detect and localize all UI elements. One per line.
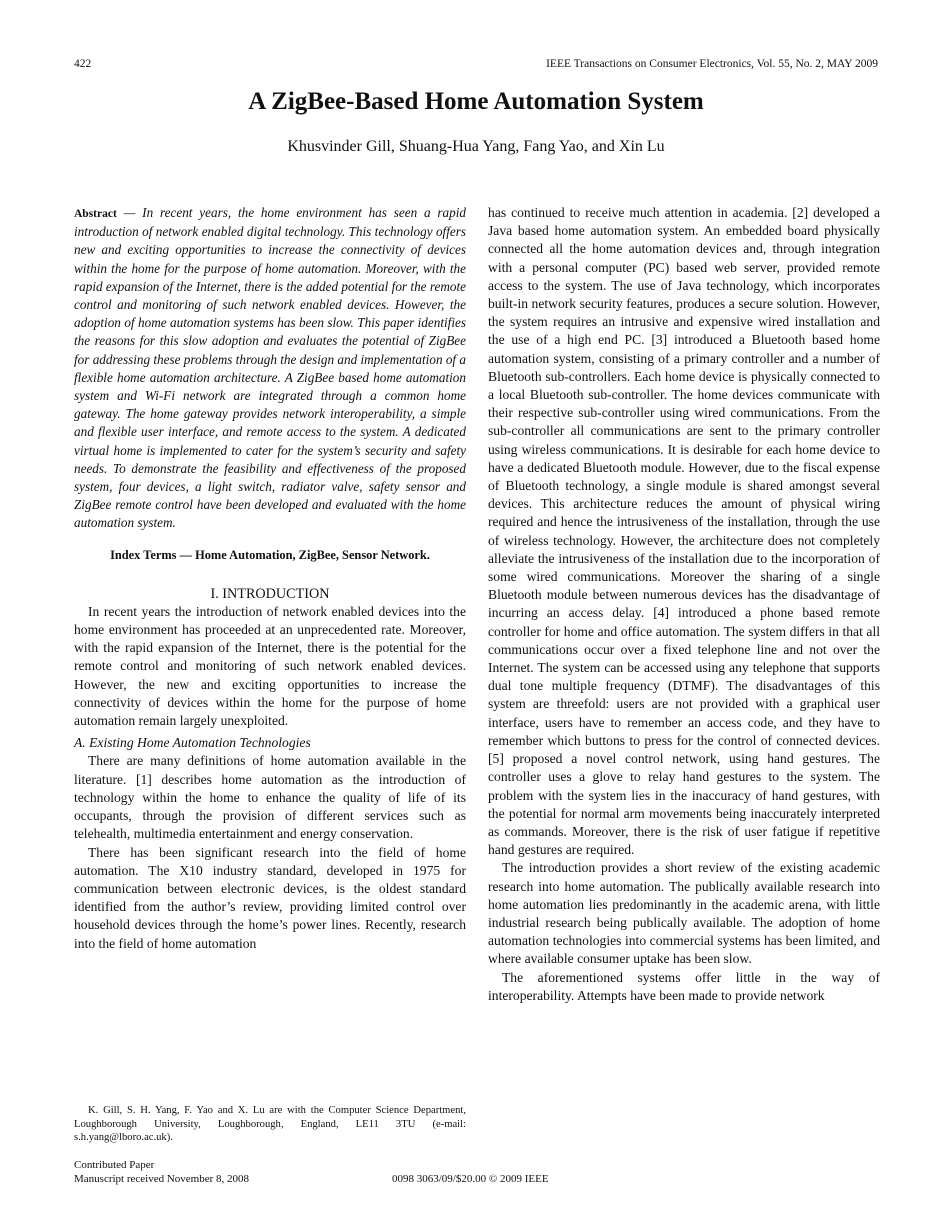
right-column [488, 204, 880, 1005]
body-paragraph: has continued to receive much attention in academia. [2] developed a Java based home automation system. An embedded board physically connected all the home automation devices and, through integration with a personal computer (PC) based web server, provided remote access to the system. The use of Java technology, which incorporates built-in network security features, produces a secure solution. However, the system requires an intrusive and expensive wired installation and the use of a high end PC. [3] introduced a Bluetooth based home automation system, consisting of a primary controller and a number of Bluetooth sub-controllers. Each home device is physically connected to a local Bluetooth sub-controller. The home devices communicate with their respective sub-controller using wired communications. From the sub-controller all communications are sent to the primary controller using wireless communications. It is desirable for each home device to have a dedicated Bluetooth module. However, due to the fiscal expense of Bluetooth technology, a single module is shared amongst several devices. This architecture reduces the amount of physical wiring required and hence the intrusiveness of the installation, through the use of wireless technology. However, the architecture does not completely alleviate the intrusiveness of the installation due to the incorporation of some wired communications. Moreover the sharing of a single Bluetooth module between numerous devices has the disadvantage of incurring an access delay. [4] introduced a phone based remote controller for home and office automation. The system differs in that all communications occur over a fixed telephone line and not over the Internet. The system can be accessed using any telephone that supports dual tone multiple frequency (DTMF). The disadvantages of this system are threefold: users are not provided with a graphical user interface, users have to remember an access code, and they have to remember which buttons to press for the control of connected devices. [5] proposed a novel control network, using hand gestures. The controller uses a glove to relay hand gestures to the system. The problem with the system lies in the inaccuracy of hand gestures, with the potential for normal arm movements being inaccurately interpreted as commands. Moreover, there is the risk of user fatigue if repetitive hand gestures are required. [488, 205, 880, 858]
paper-title: A ZigBee-Based Home Automation System [248, 88, 704, 115]
intro-paragraph: There has been significant research into the field of home automation. The X10 industry standard, developed in 1975 for communication between electronic devices, is the oldest standard identified from the author’s review, providing limited control over household devices through the home’s power lines. Recently, research into the field of home automation [74, 844, 466, 951]
subsection-heading: A. Existing Home Automation Technologies [74, 735, 311, 751]
contributed-paper-label: Contributed Paper [74, 1159, 155, 1171]
intro-paragraph: There are many definitions of home automation available in the literature. [1] describes home automation as the introduction of technology within the home to enhance the quality of life of its occupants, through the provision of different services such as telehealth, multimedia entertainment and energy conservation. [74, 753, 466, 842]
left-column [74, 204, 466, 953]
intro-paragraph: In recent years the introduction of network enabled devices into the home environment has proceeded at an unprecedented rate. Moreover, with the rapid expansion of the Internet, there is the potential for the remote control and monitoring of such network enabled devices. However, the new and exciting opportunities to increase the connectivity of devices within the home for the purpose of home automation remain largely unexploited. [74, 603, 466, 729]
author-affiliation-footnote [74, 1104, 466, 1145]
section-heading-introduction: I. INTRODUCTION [210, 585, 330, 602]
author-list: Khusvinder Gill, Shuang-Hua Yang, Fang Yao, and Xin Lu [287, 138, 665, 155]
index-terms: Index Terms — Home Automation, ZigBee, Sensor Network. [110, 547, 430, 562]
footer-left [74, 1158, 249, 1186]
body-paragraph: The aforementioned systems offer little in the way of interoperability. Attempts have been made to provide network [488, 969, 880, 1003]
copyright-notice: 0098 3063/09/$20.00 © 2009 IEEE [392, 1173, 549, 1185]
page-number: 422 [74, 58, 92, 70]
body-paragraph: The introduction provides a short review of the existing academic research into home automation. The publically available research into home automation lies predominantly in the academic arena, with little industrial research being publically available. The adoption of home automation technologies into commercial systems has been limited, and where available consumer uptake has been slow. [488, 860, 880, 967]
abstract-text: — In recent years, the home environment has seen a rapid introduction of network enabled digital technology. This technology offers new and exciting opportunities to increase the connectivity of devices within the home for the purpose of home automation. Moreover, with the rapid expansion of the Internet, there is the added potential for the remote control and monitoring of such network enabled devices. However, the adoption of home automation systems has been slow. This paper identifies the reasons for this slow adoption and evaluates the potential of ZigBee for addressing these problems through the design and implementation of a flexible home automation architecture. A ZigBee based home automation system and Wi-Fi network are integrated through a common home gateway. The home gateway provides network interoperability, a simple and flexible user interface, and remote access to the system. A dedicated virtual home is implemented to cater for the system’s security and safety needs. To demonstrate the feasibility and effectiveness of the proposed system, four devices, a light switch, radiator valve, safety sensor and ZigBee remote control have been developed and evaluated with the home automation system. [74, 205, 466, 531]
abstract-label: Abstract [74, 208, 117, 220]
journal-header: IEEE Transactions on Consumer Electronics, Vol. 55, No. 2, MAY 2009 [546, 58, 878, 70]
manuscript-received: Manuscript received November 8, 2008 [74, 1173, 250, 1185]
abstract [74, 204, 466, 533]
footnote-text: K. Gill, S. H. Yang, F. Yao and X. Lu are with the Computer Science Department, Loughborough University, Loughborough, England, LE11 3TU (e-mail: s.h.yang@lboro.ac.uk). [74, 1105, 466, 1144]
